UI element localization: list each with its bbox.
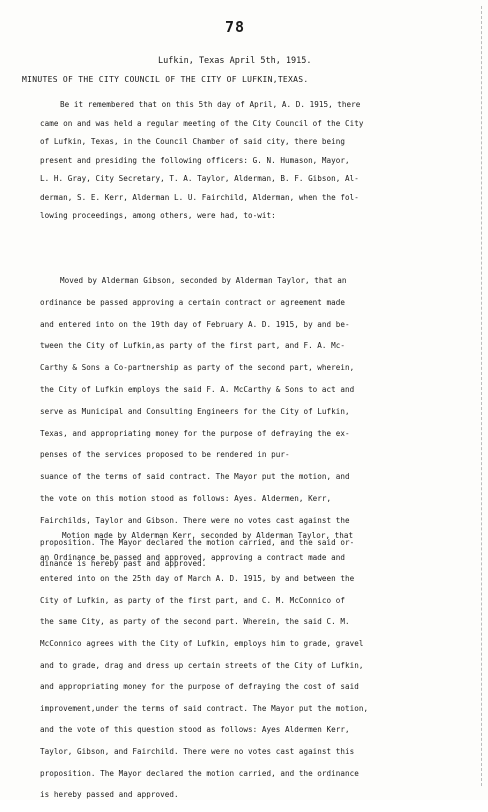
text-line: Motion made by Alderman Kerr, seconded by Alderman Taylor, that <box>62 531 354 540</box>
text-line: derman, S. E. Kerr, Alderman L. U. Fairchild, Alderman, when the fol- <box>40 192 359 202</box>
text-line: Be it remembered that on this 5th day of April, A. D. 1915, there <box>60 100 361 109</box>
text-line: and to grade, drag and dress up certain streets of the City of Lufkin, <box>40 660 364 670</box>
text-line: an Ordinance be passed and approved, approving a contract made and <box>40 552 346 562</box>
text-line: McConnico agrees with the City of Lufkin, employs him to grade, gravel <box>40 638 364 648</box>
text-line: present and presiding the following officers: G. N. Humason, Mayor, <box>40 155 350 165</box>
text-line: the vote on this motion stood as follows: Ayes. Aldermen, Kerr, <box>40 493 332 503</box>
text-line: improvement,under the terms of said contract. The Mayor put the motion, <box>40 703 369 713</box>
text-line: Fairchilds, Taylor and Gibson. There were no votes cast against the <box>40 515 350 525</box>
text-line: serve as Municipal and Consulting Engineers for the City of Lufkin, <box>40 406 350 416</box>
text-line: and the vote of this question stood as follows: Ayes Aldermen Kerr, <box>40 725 350 735</box>
text-line: City of Lufkin, as party of the first part, and C. M. McConnico of <box>40 595 346 605</box>
text-line: came on and was held a regular meeting of the City Council of the City <box>40 118 364 128</box>
text-line: dinance is hereby past and approved. <box>40 559 207 569</box>
text-line: and entered into on the 19th day of February A. D. 1915, by and be- <box>40 319 350 329</box>
text-line: lowing proceedings, among others, were had, to-wit: <box>40 211 276 220</box>
text-line: the same City, as party of the second part. Wherein, the said C. M. <box>40 617 350 627</box>
text-line: the City of Lufkin employs the said F. A. McCarthy & Sons to act and <box>40 384 355 394</box>
text-line: penses of the services proposed to be rendered in pur- <box>40 450 290 460</box>
paragraph-street-contract <box>40 531 452 812</box>
page-edge-mark <box>478 6 482 786</box>
page-number: 78 <box>225 18 246 36</box>
paragraph-meeting-opening <box>40 100 452 230</box>
text-line: Texas, and appropriating money for the purpose of defraying the ex- <box>40 428 350 438</box>
text-line: tween the City of Lufkin,as party of the first part, and F. A. Mc- <box>40 341 346 351</box>
text-line: L. H. Gray, City Secretary, T. A. Taylor, Alderman, B. F. Gibson, Al- <box>40 174 359 183</box>
text-line: is hereby passed and approved. <box>40 790 179 800</box>
text-line: Taylor, Gibson, and Fairchild. There were no votes cast against this <box>40 746 355 756</box>
minutes-heading: MINUTES OF THE CITY COUNCIL OF THE CITY OF LUFKIN,TEXAS. <box>22 75 309 84</box>
text-line: proposition. The Mayor declared the motion carried, and the said or- <box>40 537 355 547</box>
text-line: of Lufkin, Texas, in the Council Chamber of said city, there being <box>40 137 346 146</box>
text-line: suance of the terms of said contract. The Mayor put the motion, and <box>40 472 350 482</box>
text-line: Carthy & Sons a Co-partnership as party of the second part, wherein, <box>40 363 355 373</box>
text-line: and appropriating money for the purpose of defraying the cost of said <box>40 682 359 692</box>
text-line: Moved by Alderman Gibson, seconded by Alderman Taylor, that an <box>60 276 347 285</box>
text-line: ordinance be passed approving a certain contract or agreement made <box>40 297 346 307</box>
date-line: Lufkin, Texas April 5th, 1915. <box>158 56 312 66</box>
text-line: entered into on the 25th day of March A. D. 1915, by and between the <box>40 574 355 584</box>
text-line: proposition. The Mayor declared the motion carried, and the ordinance <box>40 768 359 778</box>
